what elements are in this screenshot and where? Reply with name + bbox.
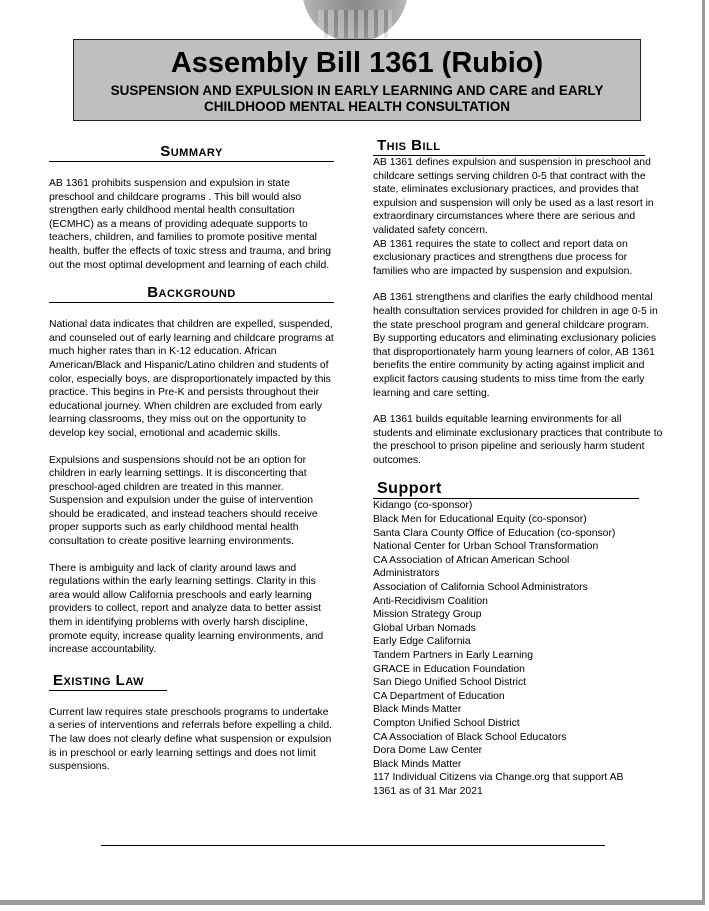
bill-subtitle: SUSPENSION AND EXPULSION IN EARLY LEARNING AND CARE and EARLY CHILDHOOD MENTAL HEALTH CONSULTATION <box>110 83 604 114</box>
support-item: Administrators <box>373 568 440 580</box>
support-item: Global Urban Nomads <box>373 622 476 634</box>
this-bill-paragraph-3: AB 1361 strengthens and clarifies the early childhood mental health consultation services provided for children in age 0-5 in the state preschool program and general childcare program. By supporting educators and eliminating exclusionary policies that disproportionately harm young learners of color, AB 1361 benefits the entire community by acting against implicit and explicit factors causing students to miss time from the early learning and care setting. <box>373 292 658 399</box>
support-item: San Diego Unified School District <box>373 677 527 689</box>
this-bill-heading: This Bill <box>373 137 645 156</box>
support-item: Association of California School Administrators <box>373 582 588 594</box>
support-item: Compton Unified School District <box>373 717 520 729</box>
support-item: Anti-Recidivism Coalition <box>373 595 488 607</box>
support-item: Mission Strategy Group <box>373 609 482 621</box>
background-paragraph-3: There is ambiguity and lack of clarity around laws and regulations within the early learning settings. Clarity in this area would allow California preschools and early learning providers to collect, report and analyze data to better assist them in identifying problems with overly harsh discipline, promote equity, increase quality learning environments, and increase accountability. <box>49 562 324 656</box>
title-box <box>73 39 641 121</box>
support-item: Black Minds Matter <box>373 704 462 716</box>
support-item: CA Association of African American School <box>373 554 570 566</box>
support-item: Santa Clara County Office of Education (co-sponsor) <box>373 527 616 539</box>
this-bill-paragraph-4: AB 1361 builds equitable learning environments for all students and eliminate exclusionary practices that contribute to the preschool to prison pipeline and seriously harm student outcomes. <box>373 414 663 466</box>
support-item: Black Minds Matter <box>373 758 462 770</box>
right-column <box>373 137 663 799</box>
support-heading: Support <box>373 480 639 499</box>
this-bill-paragraph-1: AB 1361 defines expulsion and suspension in preschool and childcare settings serving children 0-5 that contract with the state, eliminates exclusionary practices, and provides that expulsion and suspension will only be used as a last resort in extraordinary circumstances where there are serious and validated safety concern. <box>373 157 654 236</box>
left-column <box>49 143 334 774</box>
background-paragraph-2: Expulsions and suspensions should not be an option for children in early learning settings. It is disconcerting that preschool-aged children are treated in this manner. Suspension and expulsion under the guise of intervention should be eradicated, and instead teachers should receive proper supports such as early childhood mental health consultation to create positive learning environments. <box>49 454 318 548</box>
support-item: Dora Dome Law Center <box>373 745 483 757</box>
support-item: 1361 as of 31 Mar 2021 <box>373 785 483 797</box>
support-item: Black Men for Educational Equity (co-sponsor) <box>373 514 587 526</box>
background-paragraph-1: National data indicates that children are expelled, suspended, and counseled out of early learning and childcare programs at much higher rates than in K-12 education. African American/Black and Hispanic/Latino children and students of color, especially boys, are disproportionately impacted by this practice. This begins in Pre-K and persists throughout their educational journey. When children are excluded from early learning classrooms, they miss out on the opportunity to develop key social, emotional and academic skills. <box>49 319 334 439</box>
support-item: GRACE in Education Foundation <box>373 663 525 675</box>
bill-title: Assembly Bill 1361 (Rubio) <box>170 47 544 79</box>
support-item: Kidango (co-sponsor) <box>373 500 473 512</box>
background-heading: Background <box>49 284 334 303</box>
capitol-dome-image <box>296 0 414 44</box>
existing-law-body: Current law requires state preschools programs to undertake a series of interventions and referrals before expelling a child. The law does not clearly define what suspension or expulsion is in preschool or early learning settings and does not limit suspensions. <box>49 706 333 773</box>
support-item: National Center for Urban School Transformation <box>373 541 599 553</box>
support-item: CA Association of Black School Educators <box>373 731 567 743</box>
support-item: 117 Individual Citizens via Change.org that support AB <box>373 772 624 784</box>
support-list <box>373 499 663 798</box>
support-item: CA Department of Education <box>373 690 505 702</box>
this-bill-paragraph-2: AB 1361 requires the state to collect and report data on exclusionary practices and strengthens due process for families who are impacted by suspension and expulsion. <box>373 238 633 277</box>
bottom-divider <box>101 845 605 846</box>
support-item: Early Edge California <box>373 636 471 648</box>
summary-body: AB 1361 prohibits suspension and expulsion in state preschool and childcare programs . This bill would also strengthen early childhood mental health consultation (ECMHC) as a means of providing adequate supports to teachers, children, and families to promote positive mental health, buffer the effects of toxic stress and trauma, and bring out the most optimal development and learning of each child. <box>49 178 332 271</box>
summary-heading: Summary <box>49 143 334 162</box>
existing-law-heading: Existing Law <box>49 672 167 691</box>
support-item: Tandem Partners in Early Learning <box>373 650 533 661</box>
